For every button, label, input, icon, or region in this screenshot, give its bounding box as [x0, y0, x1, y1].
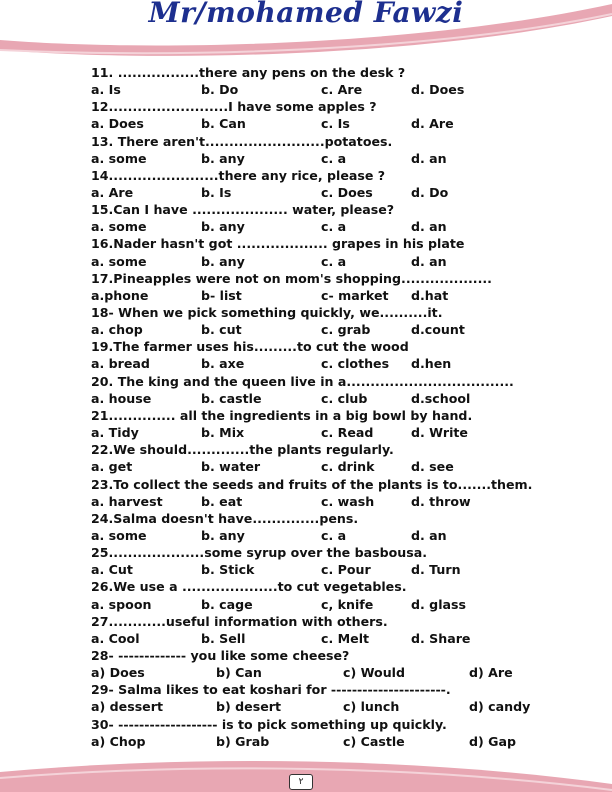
answer-option: c. clothes — [321, 356, 390, 372]
answer-option: c- market — [321, 287, 389, 303]
answer-option: b. Can — [201, 116, 246, 132]
answer-option: c. a — [321, 253, 347, 269]
question-text: 28- ------------- you like some cheese? — [91, 648, 350, 664]
question-item — [91, 441, 521, 475]
answer-option: a. Are — [91, 184, 134, 200]
question-text: 19.The farmer uses his.........to cut the wood — [91, 339, 409, 355]
question-text: 21.............. all the ingredients in a big bowl by hand. — [91, 407, 473, 423]
question-text: 16.Nader hasn't got ................... grapes in his plate — [91, 236, 465, 252]
question-item — [91, 510, 521, 544]
answer-option: c. grab — [321, 322, 371, 338]
answer-option: c) lunch — [343, 699, 400, 715]
question-list — [91, 64, 533, 750]
answer-option: a.phone — [91, 287, 149, 303]
answer-options — [91, 664, 521, 681]
answer-options — [91, 596, 521, 613]
answer-option: b) Grab — [216, 733, 270, 749]
question-item — [91, 201, 521, 235]
answer-option: b. Do — [201, 82, 239, 98]
answer-option: c. a — [321, 150, 347, 166]
answer-option: b. any — [201, 527, 245, 543]
answer-option: a. bread — [91, 356, 150, 372]
answer-option: b. any — [201, 150, 245, 166]
answer-option: b. eat — [201, 493, 243, 509]
question-item — [91, 167, 521, 201]
answer-option: a. Cool — [91, 630, 140, 646]
answer-option: a. Does — [91, 116, 144, 132]
answer-option: a. Cut — [91, 562, 133, 578]
answer-options — [91, 390, 521, 407]
answer-options — [91, 81, 521, 98]
answer-option: b- list — [201, 287, 242, 303]
answer-options — [91, 150, 521, 167]
question-item — [91, 304, 521, 338]
answer-option: c) Would — [343, 665, 405, 681]
answer-option: c. a — [321, 219, 347, 235]
answer-option: a. house — [91, 390, 152, 406]
answer-option: b. Sell — [201, 630, 246, 646]
question-text: 11. .................there any pens on the desk ? — [91, 65, 406, 80]
answer-option: b. Stick — [201, 562, 255, 578]
answer-option: a. get — [91, 459, 133, 475]
answer-option: d. Turn — [411, 562, 461, 578]
answer-option: b. axe — [201, 356, 245, 372]
answer-option: d) Are — [469, 665, 513, 681]
answer-option: d. throw — [411, 493, 471, 509]
answer-option: a. some — [91, 527, 147, 543]
answer-option: a. Tidy — [91, 425, 139, 441]
question-text: 13. There aren't.........................potatoes. — [91, 133, 393, 149]
answer-options — [91, 458, 521, 475]
question-text: 18- When we pick something quickly, we..........it. — [91, 305, 443, 321]
answer-option: c. club — [321, 390, 368, 406]
answer-option: d) Gap — [469, 733, 517, 749]
answer-options — [91, 527, 521, 544]
question-item — [91, 235, 521, 269]
question-item — [91, 338, 521, 372]
answer-option: a) Does — [91, 665, 145, 681]
answer-option: b) desert — [216, 699, 281, 715]
answer-options — [91, 698, 531, 715]
answer-option: c, knife — [321, 596, 374, 612]
answer-option: c. Does — [321, 184, 373, 200]
question-text: 30- ------------------- is to pick something up quickly. — [91, 716, 447, 732]
answer-option: b. water — [201, 459, 261, 475]
answer-options — [91, 424, 521, 441]
question-text: 17.Pineapples were not on mom's shopping................... — [91, 270, 492, 286]
question-text: 26.We use a ....................to cut vegetables. — [91, 579, 407, 595]
question-item — [91, 407, 521, 441]
question-text: 12.........................I have some apples ? — [91, 99, 377, 115]
answer-option: c. Pour — [321, 562, 371, 578]
question-text: 15.Can I have .................... water, please? — [91, 202, 395, 218]
answer-option: b. Is — [201, 184, 232, 200]
answer-option: a) dessert — [91, 699, 163, 715]
answer-option: c. Is — [321, 116, 350, 132]
answer-option: a. some — [91, 253, 147, 269]
question-item — [91, 270, 521, 304]
question-text: 27............useful information with others. — [91, 613, 388, 629]
answer-options — [91, 184, 521, 201]
answer-option: d.hen — [411, 356, 452, 372]
question-item — [91, 64, 521, 98]
question-item — [91, 373, 521, 407]
answer-options — [91, 287, 521, 304]
answer-option: a. some — [91, 219, 147, 235]
answer-options — [91, 355, 521, 372]
answer-option: a) Chop — [91, 733, 146, 749]
header-title: Mr/mohamed Fawzi — [148, 0, 464, 29]
answer-option: b) Can — [216, 665, 262, 681]
answer-options — [91, 561, 521, 578]
answer-options — [91, 218, 521, 235]
answer-option: c. a — [321, 527, 347, 543]
question-text: 22.We should.............the plants regularly. — [91, 442, 394, 458]
answer-option: d. an — [411, 150, 447, 166]
answer-option: c. Read — [321, 425, 374, 441]
answer-option: a. some — [91, 150, 147, 166]
answer-option: b. Mix — [201, 425, 245, 441]
answer-option: c. wash — [321, 493, 375, 509]
answer-option: b. castle — [201, 390, 262, 406]
answer-option: a. chop — [91, 322, 143, 338]
answer-option: d. Share — [411, 630, 471, 646]
answer-option: d) candy — [469, 699, 531, 715]
answer-option: b. any — [201, 219, 245, 235]
answer-options — [91, 321, 521, 338]
answer-option: a. harvest — [91, 493, 163, 509]
question-text: 29- Salma likes to eat koshari for ----------------------. — [91, 682, 451, 698]
answer-option: d. an — [411, 253, 447, 269]
answer-option: b. cut — [201, 322, 242, 338]
question-text: 14.......................there any rice, please ? — [91, 167, 386, 183]
answer-option: d. glass — [411, 596, 467, 612]
answer-option: c. drink — [321, 459, 375, 475]
question-text: 25....................some syrup over the basbousa. — [91, 545, 428, 561]
answer-option: c. Melt — [321, 630, 370, 646]
answer-options — [91, 630, 521, 647]
question-item — [91, 578, 521, 612]
answer-options — [91, 493, 521, 510]
question-item — [91, 476, 533, 510]
answer-option: d.school — [411, 390, 471, 406]
answer-option: d. Do — [411, 184, 449, 200]
answer-option: b. cage — [201, 596, 253, 612]
answer-options — [91, 253, 521, 270]
question-item — [91, 133, 521, 167]
question-item — [91, 613, 521, 647]
answer-option: d. Does — [411, 82, 465, 98]
question-text: 24.Salma doesn't have..............pens. — [91, 510, 359, 526]
answer-option: c) Castle — [343, 733, 405, 749]
question-item — [91, 647, 521, 681]
answer-options — [91, 115, 521, 132]
question-text: 20. The king and the queen live in a................................... — [91, 373, 514, 389]
answer-option: d.count — [411, 322, 465, 338]
answer-option: a. spoon — [91, 596, 152, 612]
answer-option: c. Are — [321, 82, 363, 98]
answer-option: d.hat — [411, 287, 449, 303]
answer-option: d. an — [411, 219, 447, 235]
answer-option: d. see — [411, 459, 454, 475]
answer-option: d. Write — [411, 425, 468, 441]
answer-option: d. an — [411, 527, 447, 543]
question-item — [91, 544, 521, 578]
answer-option: b. any — [201, 253, 245, 269]
page-number: ٢ — [289, 774, 313, 790]
question-text: 23.To collect the seeds and fruits of the plants is to.......them. — [91, 476, 533, 492]
answer-option: a. Is — [91, 82, 121, 98]
question-item — [91, 98, 521, 132]
answer-option: d. Are — [411, 116, 454, 132]
question-item — [91, 681, 531, 715]
